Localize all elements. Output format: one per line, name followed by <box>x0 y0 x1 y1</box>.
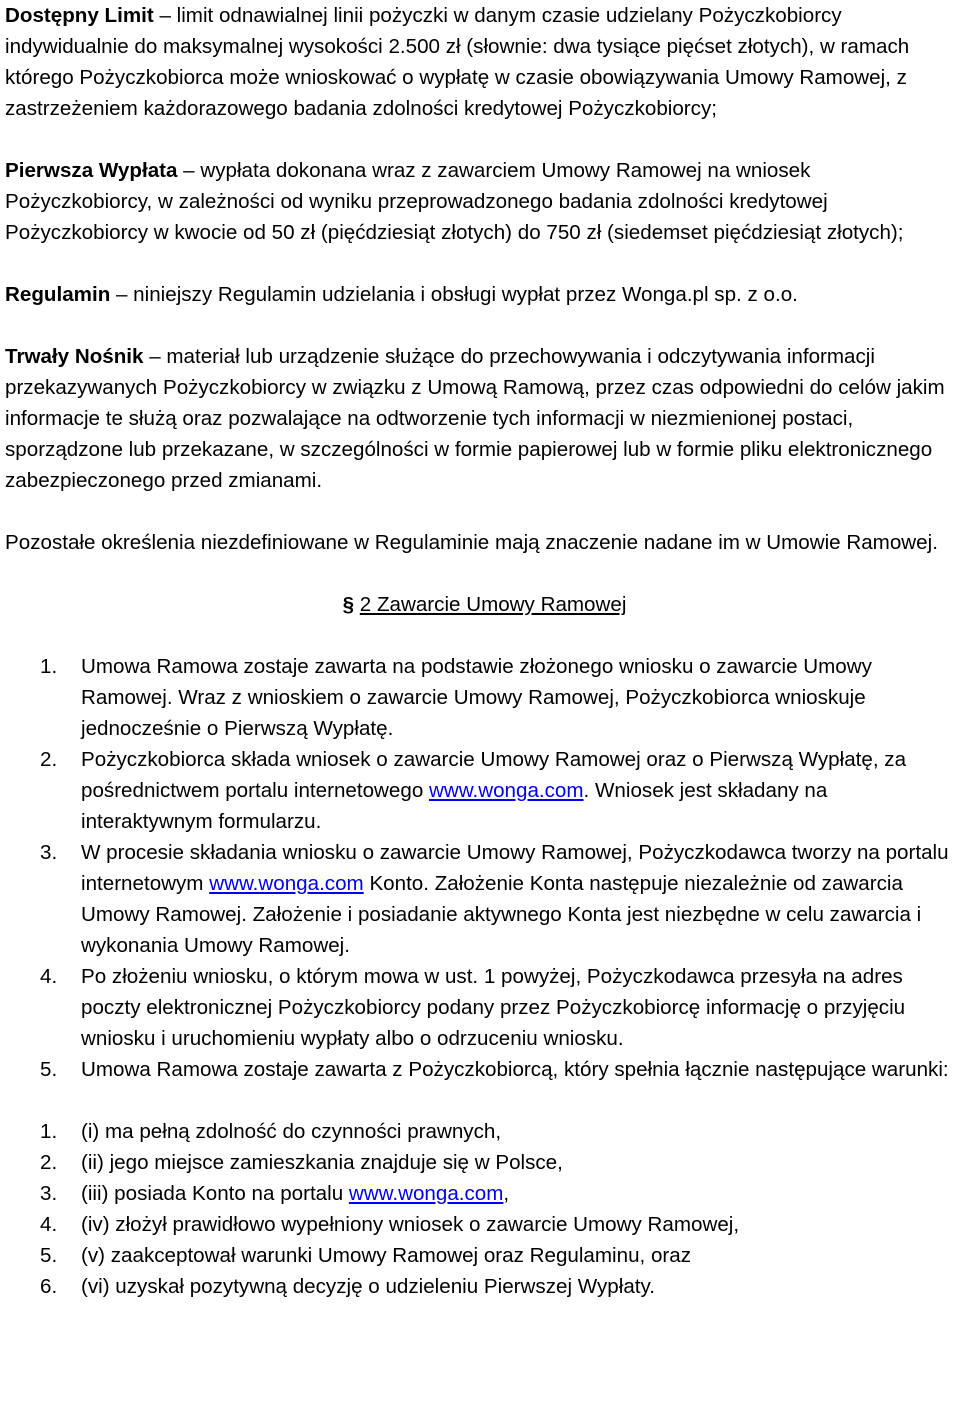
item-number: 3. <box>40 841 58 864</box>
remaining-definitions-note: Pozostałe określenia niezdefiniowane w Regulaminie mają znaczenie nadane im w Umowie Ramowej. <box>5 531 938 554</box>
item-number: 5. <box>40 1058 58 1081</box>
item-number: 4. <box>40 1213 58 1236</box>
definition-term: Regulamin <box>5 283 111 306</box>
wonga-link[interactable]: www.wonga.com <box>429 779 584 802</box>
list-item <box>5 837 954 961</box>
item-text: Umowa Ramowa zostaje zawarta na podstawie złożonego wniosku o zawarcie Umowy Ramowej. Wraz z wnioskiem o zawarcie Umowy Ramowej, Pożyczkobiorca wnioskuje jednocześnie o Pierwszą Wypłatę. <box>81 655 872 740</box>
item-text: (v) zaakceptował warunki Umowy Ramowej oraz Regulaminu, oraz <box>81 1244 692 1267</box>
item-number: 5. <box>40 1244 58 1267</box>
section-title: 2 Zawarcie Umowy Ramowej <box>359 593 627 616</box>
item-text: Pożyczkobiorca składa wniosek o zawarcie Umowy Ramowej oraz o Pierwszą Wypłatę, za pośrednictwem portalu internetowego <box>81 748 907 802</box>
condition-item <box>5 1147 954 1178</box>
item-text: Umowa Ramowa zostaje zawarta z Pożyczkobiorcą, który spełnia łącznie następujące warunki: <box>81 1058 949 1081</box>
condition-item <box>5 1209 954 1240</box>
item-text: (i) ma pełną zdolność do czynności prawnych, <box>81 1120 502 1143</box>
condition-item <box>5 1178 954 1209</box>
section-heading <box>5 589 954 620</box>
definition-term: Dostępny Limit <box>5 4 154 27</box>
item-text: Po złożeniu wniosku, o którym mowa w ust. 1 powyżej, Pożyczkodawca przesyła na adres poczty elektronicznej Pożyczkobiorcy podany przez Pożyczkobiorcę informację o przyjęciu wniosku i uruchomieniu wypłaty albo o odrzuceniu wniosku. <box>81 965 906 1050</box>
definition-regulamin <box>5 279 954 310</box>
item-number: 6. <box>40 1275 58 1298</box>
item-number: 1. <box>40 1120 58 1143</box>
item-number: 2. <box>40 748 58 771</box>
list-item <box>5 744 954 837</box>
list-item <box>5 961 954 1054</box>
list-item <box>5 1054 954 1085</box>
definition-text: – limit odnawialnej linii pożyczki w danym czasie udzielany Pożyczkobiorcy indywidualnie do maksymalnej wysokości 2.500 zł (słownie: dwa tysiące pięćset złotych), w ramach którego Pożyczkobiorca może wnioskować o wypłatę w czasie obowiązywania Umowy Ramowej, z zastrzeżeniem każdorazowego badania zdolności kredytowej Pożyczkobiorcy; <box>5 4 910 120</box>
condition-item <box>5 1240 954 1271</box>
section-items-list <box>5 651 954 1085</box>
item-text: . Wniosek jest składany na interaktywnym formularzu. <box>81 779 828 833</box>
definition-term: Pierwsza Wypłata <box>5 159 178 182</box>
list-item <box>5 651 954 744</box>
item-text: W procesie składania wniosku o zawarcie Umowy Ramowej, Pożyczkodawca tworzy na portalu internetowym <box>81 841 949 895</box>
wonga-link[interactable]: www.wonga.com <box>209 872 364 895</box>
definition-term: Trwały Nośnik <box>5 345 144 368</box>
item-text: (ii) jego miejsce zamieszkania znajduje się w Polsce, <box>81 1151 563 1174</box>
definition-text: – niniejszy Regulamin udzielania i obsługi wypłat przez Wonga.pl sp. z o.o. <box>110 283 798 306</box>
definition-dostepny-limit <box>5 0 954 124</box>
item-text: Konto. Założenie Konta następuje niezależnie od zawarcia Umowy Ramowej. Założenie i posiadanie aktywnego Konta jest niezbędne w celu zawarcia i wykonania Umowy Ramowej. <box>81 872 922 957</box>
definition-trwaly-nosnik <box>5 341 954 496</box>
item-text: (iii) posiada Konto na portalu <box>81 1182 349 1205</box>
item-text: (vi) uzyskał pozytywną decyzję o udzieleniu Pierwszej Wypłaty. <box>81 1275 655 1298</box>
section-symbol: § <box>342 593 355 616</box>
item-number: 2. <box>40 1151 58 1174</box>
item-number: 1. <box>40 655 58 678</box>
item-number: 3. <box>40 1182 58 1205</box>
item-text: , <box>503 1182 510 1205</box>
condition-item <box>5 1271 954 1302</box>
condition-item <box>5 1116 954 1147</box>
item-number: 4. <box>40 965 58 988</box>
wonga-link[interactable]: www.wonga.com <box>348 1182 504 1205</box>
definition-text: – materiał lub urządzenie służące do przechowywania i odczytywania informacji przekazywanych Pożyczkobiorcy w związku z Umową Ramową, przez czas odpowiedni do celów jakim informacje te służą oraz pozwalające na odtworzenie tych informacji w niezmienionej postaci, sporządzone lub przekazane, w szczególności w formie papierowej lub w formie pliku elektronicznego zabezpieczonego przed zmianami. <box>5 345 945 492</box>
item-text: (iv) złożył prawidłowo wypełniony wniosek o zawarcie Umowy Ramowej, <box>81 1213 740 1236</box>
definition-pierwsza-wyplata <box>5 155 954 248</box>
conditions-list <box>5 1116 954 1302</box>
definition-text: – wypłata dokonana wraz z zawarciem Umowy Ramowej na wniosek Pożyczkobiorcy, w zależności od wyniku przeprowadzonego badania zdolności kredytowej Pożyczkobiorcy w kwocie od 50 zł (pięćdziesiąt złotych) do 750 zł (siedemset pięćdziesiąt złotych); <box>5 159 904 244</box>
